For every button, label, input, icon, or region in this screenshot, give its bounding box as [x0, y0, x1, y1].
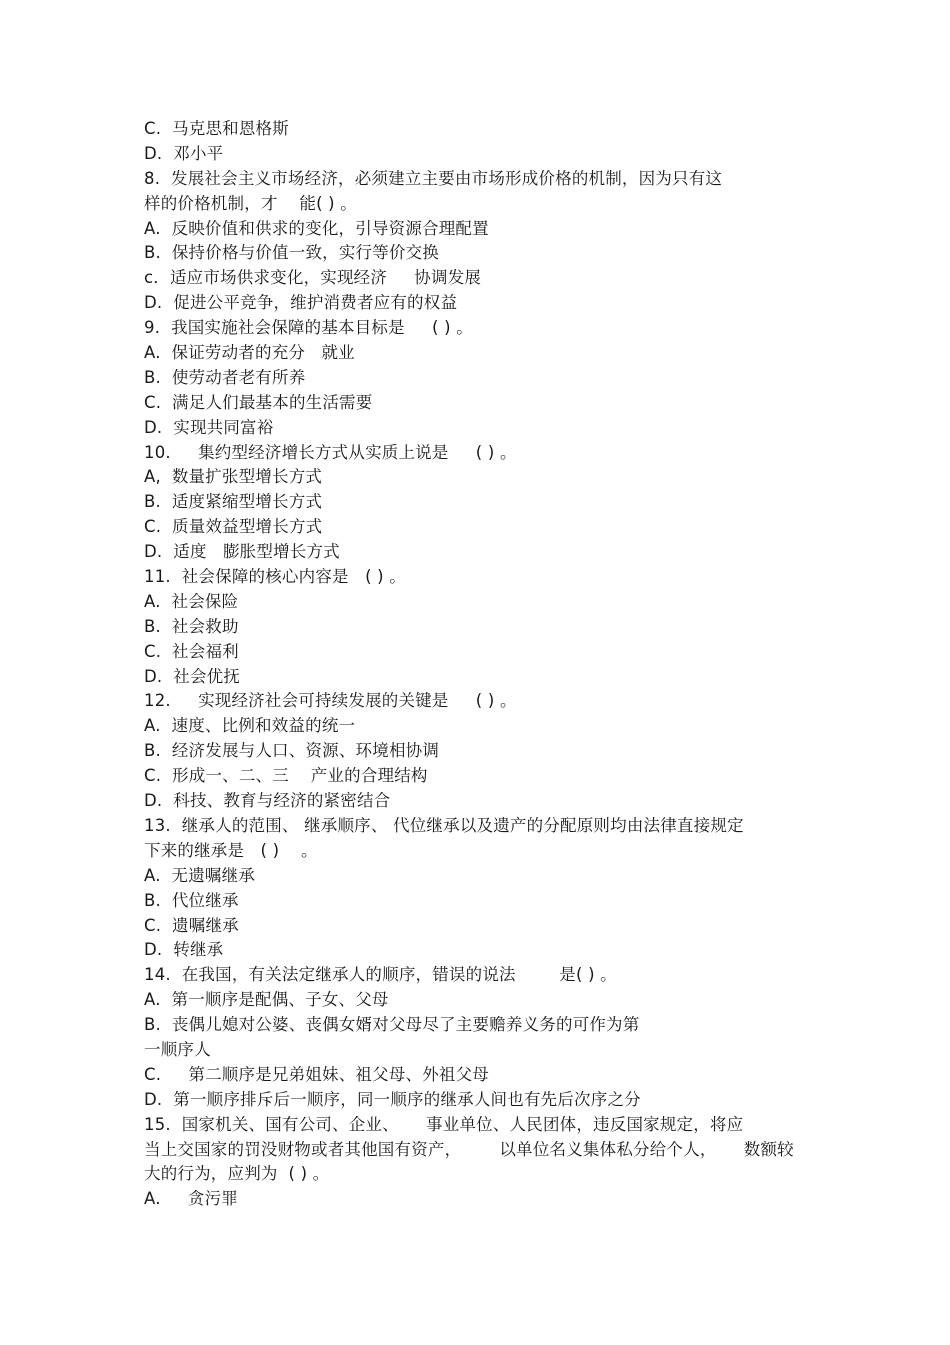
text-line: C. 满足人们最基本的生活需要 — [144, 392, 373, 412]
text-line: A, 数量扩张型增长方式 — [144, 467, 323, 487]
text-line: 9. 我国实施社会保障的基本目标是 ( ) 。 — [144, 318, 473, 338]
text-line: 8. 发展社会主义市场经济，必须建立主要由市场形成价格的机制，因为只有这 — [144, 168, 723, 188]
text-line: A. 保证劳动者的充分 就业 — [144, 343, 355, 363]
text-line: B. 丧偶儿媳对公婆、丧偶女婿对父母尽了主要赡养义务的可作为第 — [144, 1015, 640, 1035]
text-line: A. 速度、比例和效益的统一 — [144, 716, 356, 736]
text-line: 下来的继承是 ( ) 。 — [144, 840, 318, 860]
text-line: B. 使劳动者老有所养 — [144, 367, 306, 387]
text-line: A. 第一顺序是配偶、子女、父母 — [144, 990, 389, 1010]
text-line: A. 反映价值和供求的变化，引导资源合理配置 — [144, 218, 489, 238]
text-line: D. 科技、教育与经济的紧密结合 — [144, 791, 391, 811]
text-line: B. 适度紧缩型增长方式 — [144, 492, 323, 512]
text-line: D. 社会优抚 — [144, 666, 241, 686]
question-text-block — [144, 117, 824, 1212]
text-line: D. 促进公平竞争，维护消费者应有的权益 — [144, 293, 458, 313]
text-line: 11. 社会保障的核心内容是 ( ) 。 — [144, 567, 406, 587]
text-line: C. 遗嘱继承 — [144, 915, 239, 935]
text-line: B. 代位继承 — [144, 890, 239, 910]
text-line: C. 第二顺序是兄弟姐妹、祖父母、外祖父母 — [144, 1064, 489, 1084]
text-line: B. 保持价格与价值一致，实行等价交换 — [144, 243, 440, 263]
text-line: C. 马克思和恩格斯 — [144, 119, 289, 138]
text-line: 10. 集约型经济增长方式从实质上说是 ( ) 。 — [144, 442, 517, 462]
text-line: 14. 在我国，有关法定继承人的顺序，错误的说法 是( ) 。 — [144, 965, 617, 985]
text-line: C. 形成一、二、三 产业的合理结构 — [144, 766, 428, 786]
text-line: A. 无遗嘱继承 — [144, 865, 256, 885]
text-line: D. 实现共同富裕 — [144, 417, 274, 437]
text-line: 当上交国家的罚没财物或者其他国有资产， 以单位名义集体私分给个人， 数额较 — [144, 1139, 794, 1159]
text-line: A. 社会保险 — [144, 591, 239, 611]
text-line: D. 第一顺序排斥后一顺序，同一顺序的继承人间也有先后次序之分 — [144, 1089, 641, 1109]
text-line: 15. 国家机关、国有公司、企业、 事业单位、人民团体，违反国家规定，将应 — [144, 1114, 744, 1134]
text-line: D. 转继承 — [144, 940, 224, 960]
text-line: A. 贪污罪 — [144, 1189, 238, 1209]
text-line: 13. 继承人的范围、 继承顺序、 代位继承以及遗产的分配原则均由法律直接规定 — [144, 815, 744, 835]
text-line: 大的行为，应判为 ( ) 。 — [144, 1164, 330, 1184]
text-line: C. 质量效益型增长方式 — [144, 517, 323, 537]
text-line: C. 社会福利 — [144, 641, 239, 661]
text-line: B. 社会救助 — [144, 616, 239, 636]
text-line: 一顺序人 — [144, 1039, 211, 1059]
text-line: 样的价格机制，才 能( ) 。 — [144, 193, 357, 213]
text-line: D. 适度 膨胀型增长方式 — [144, 542, 340, 562]
text-line: D. 邓小平 — [144, 143, 224, 163]
text-line: c．适应市场供求变化，实现经济 协调发展 — [144, 268, 482, 288]
text-line: B. 经济发展与人口、资源、环境相协调 — [144, 741, 440, 761]
text-line: 12. 实现经济社会可持续发展的关键是 ( ) 。 — [144, 691, 517, 711]
